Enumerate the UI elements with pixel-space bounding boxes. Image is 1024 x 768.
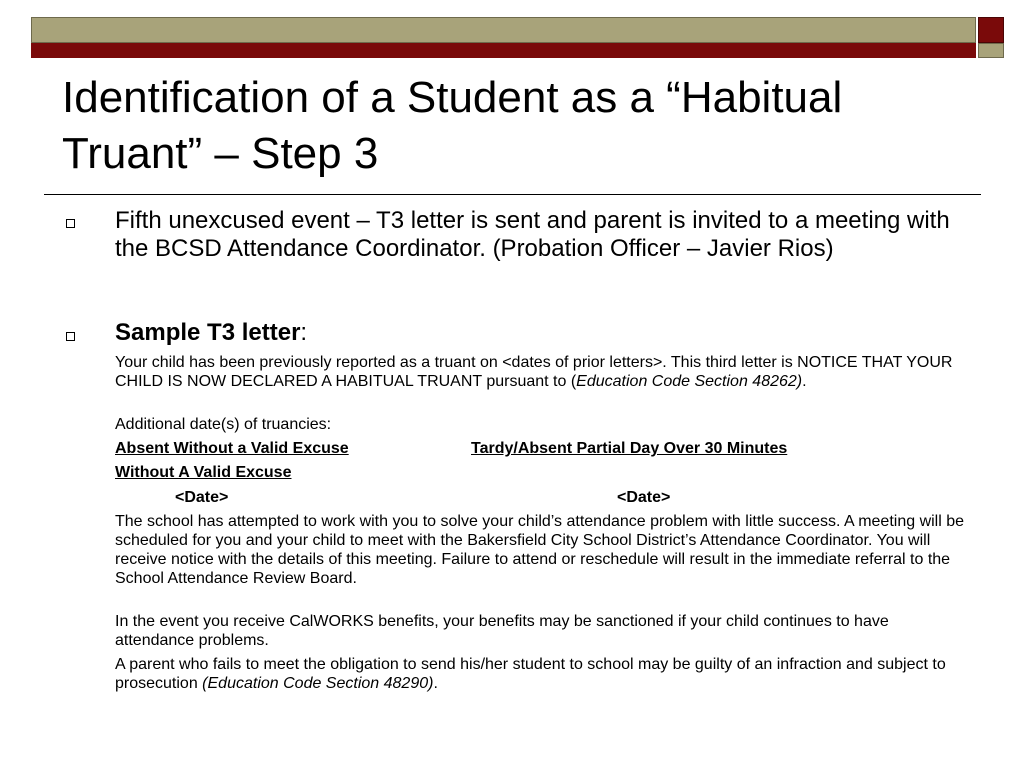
letter-paragraph-1 — [115, 353, 970, 391]
slide-title: Identification of a Student as a “Habitual Truant” – Step 3 — [62, 73, 843, 178]
sample-letter-label: Sample T3 letter — [115, 319, 301, 346]
para4-text: A parent who fails to meet the obligation to send his/her student to school may be guilty of an infraction and subject to prosecution — [115, 656, 946, 692]
col1-header-line2: Without A Valid Excuse — [115, 464, 292, 481]
bullet-text-1: Fifth unexcused event – T3 letter is sent and parent is invited to a meeting with the BCSD Attendance Coordinator. (Probation Officer – Javier Rios) — [115, 207, 950, 262]
para1-text: Your child has been previously reported as a truant on <dates of prior letters>. This third letter is NOTICE THAT YOUR CHILD IS NOW DECLARED A HABITUAL TRUANT pursuant to ( — [115, 354, 953, 390]
bullet-text-2 — [115, 319, 975, 347]
col1-header-line2-row — [115, 463, 970, 482]
date-placeholder-2: <Date> — [617, 489, 671, 506]
para4-citation: (Education Code Section 48290) — [202, 675, 434, 692]
para1-citation: Education Code Section 48262) — [576, 373, 803, 390]
letter-paragraph-2: The school has attempted to work with you to solve your child’s attendance problem with little success. A meeting will be scheduled for you and your child to meet with the Bakersfield City School District’s Attendance Coordinator. You will receive notice with the details of this meeting. Failure to attend or reschedule will result in the immediate referral to the School Attendance Review Board. — [115, 513, 965, 587]
date-placeholder-1: <Date> — [175, 489, 229, 506]
column-headers — [115, 439, 970, 458]
para4-end: . — [433, 675, 438, 692]
header-olive-square — [978, 43, 1004, 58]
header-maroon-bar — [31, 43, 976, 58]
square-bullet-icon — [66, 332, 75, 341]
letter-paragraph-4 — [115, 655, 970, 693]
para1-end: . — [802, 373, 807, 390]
header-maroon-square — [978, 17, 1004, 43]
header-olive-bar — [31, 17, 976, 43]
col2-header: Tardy/Absent Partial Day Over 30 Minutes — [471, 440, 788, 457]
additional-dates-label: Additional date(s) of truancies: — [115, 416, 332, 433]
col1-header: Absent Without a Valid Excuse — [115, 440, 349, 457]
colon: : — [300, 319, 308, 346]
square-bullet-icon — [66, 219, 75, 228]
letter-paragraph-3: In the event you receive CalWORKS benefits, your benefits may be sanctioned if your child continues to have attendance problems. — [115, 613, 889, 649]
title-divider — [44, 194, 981, 195]
